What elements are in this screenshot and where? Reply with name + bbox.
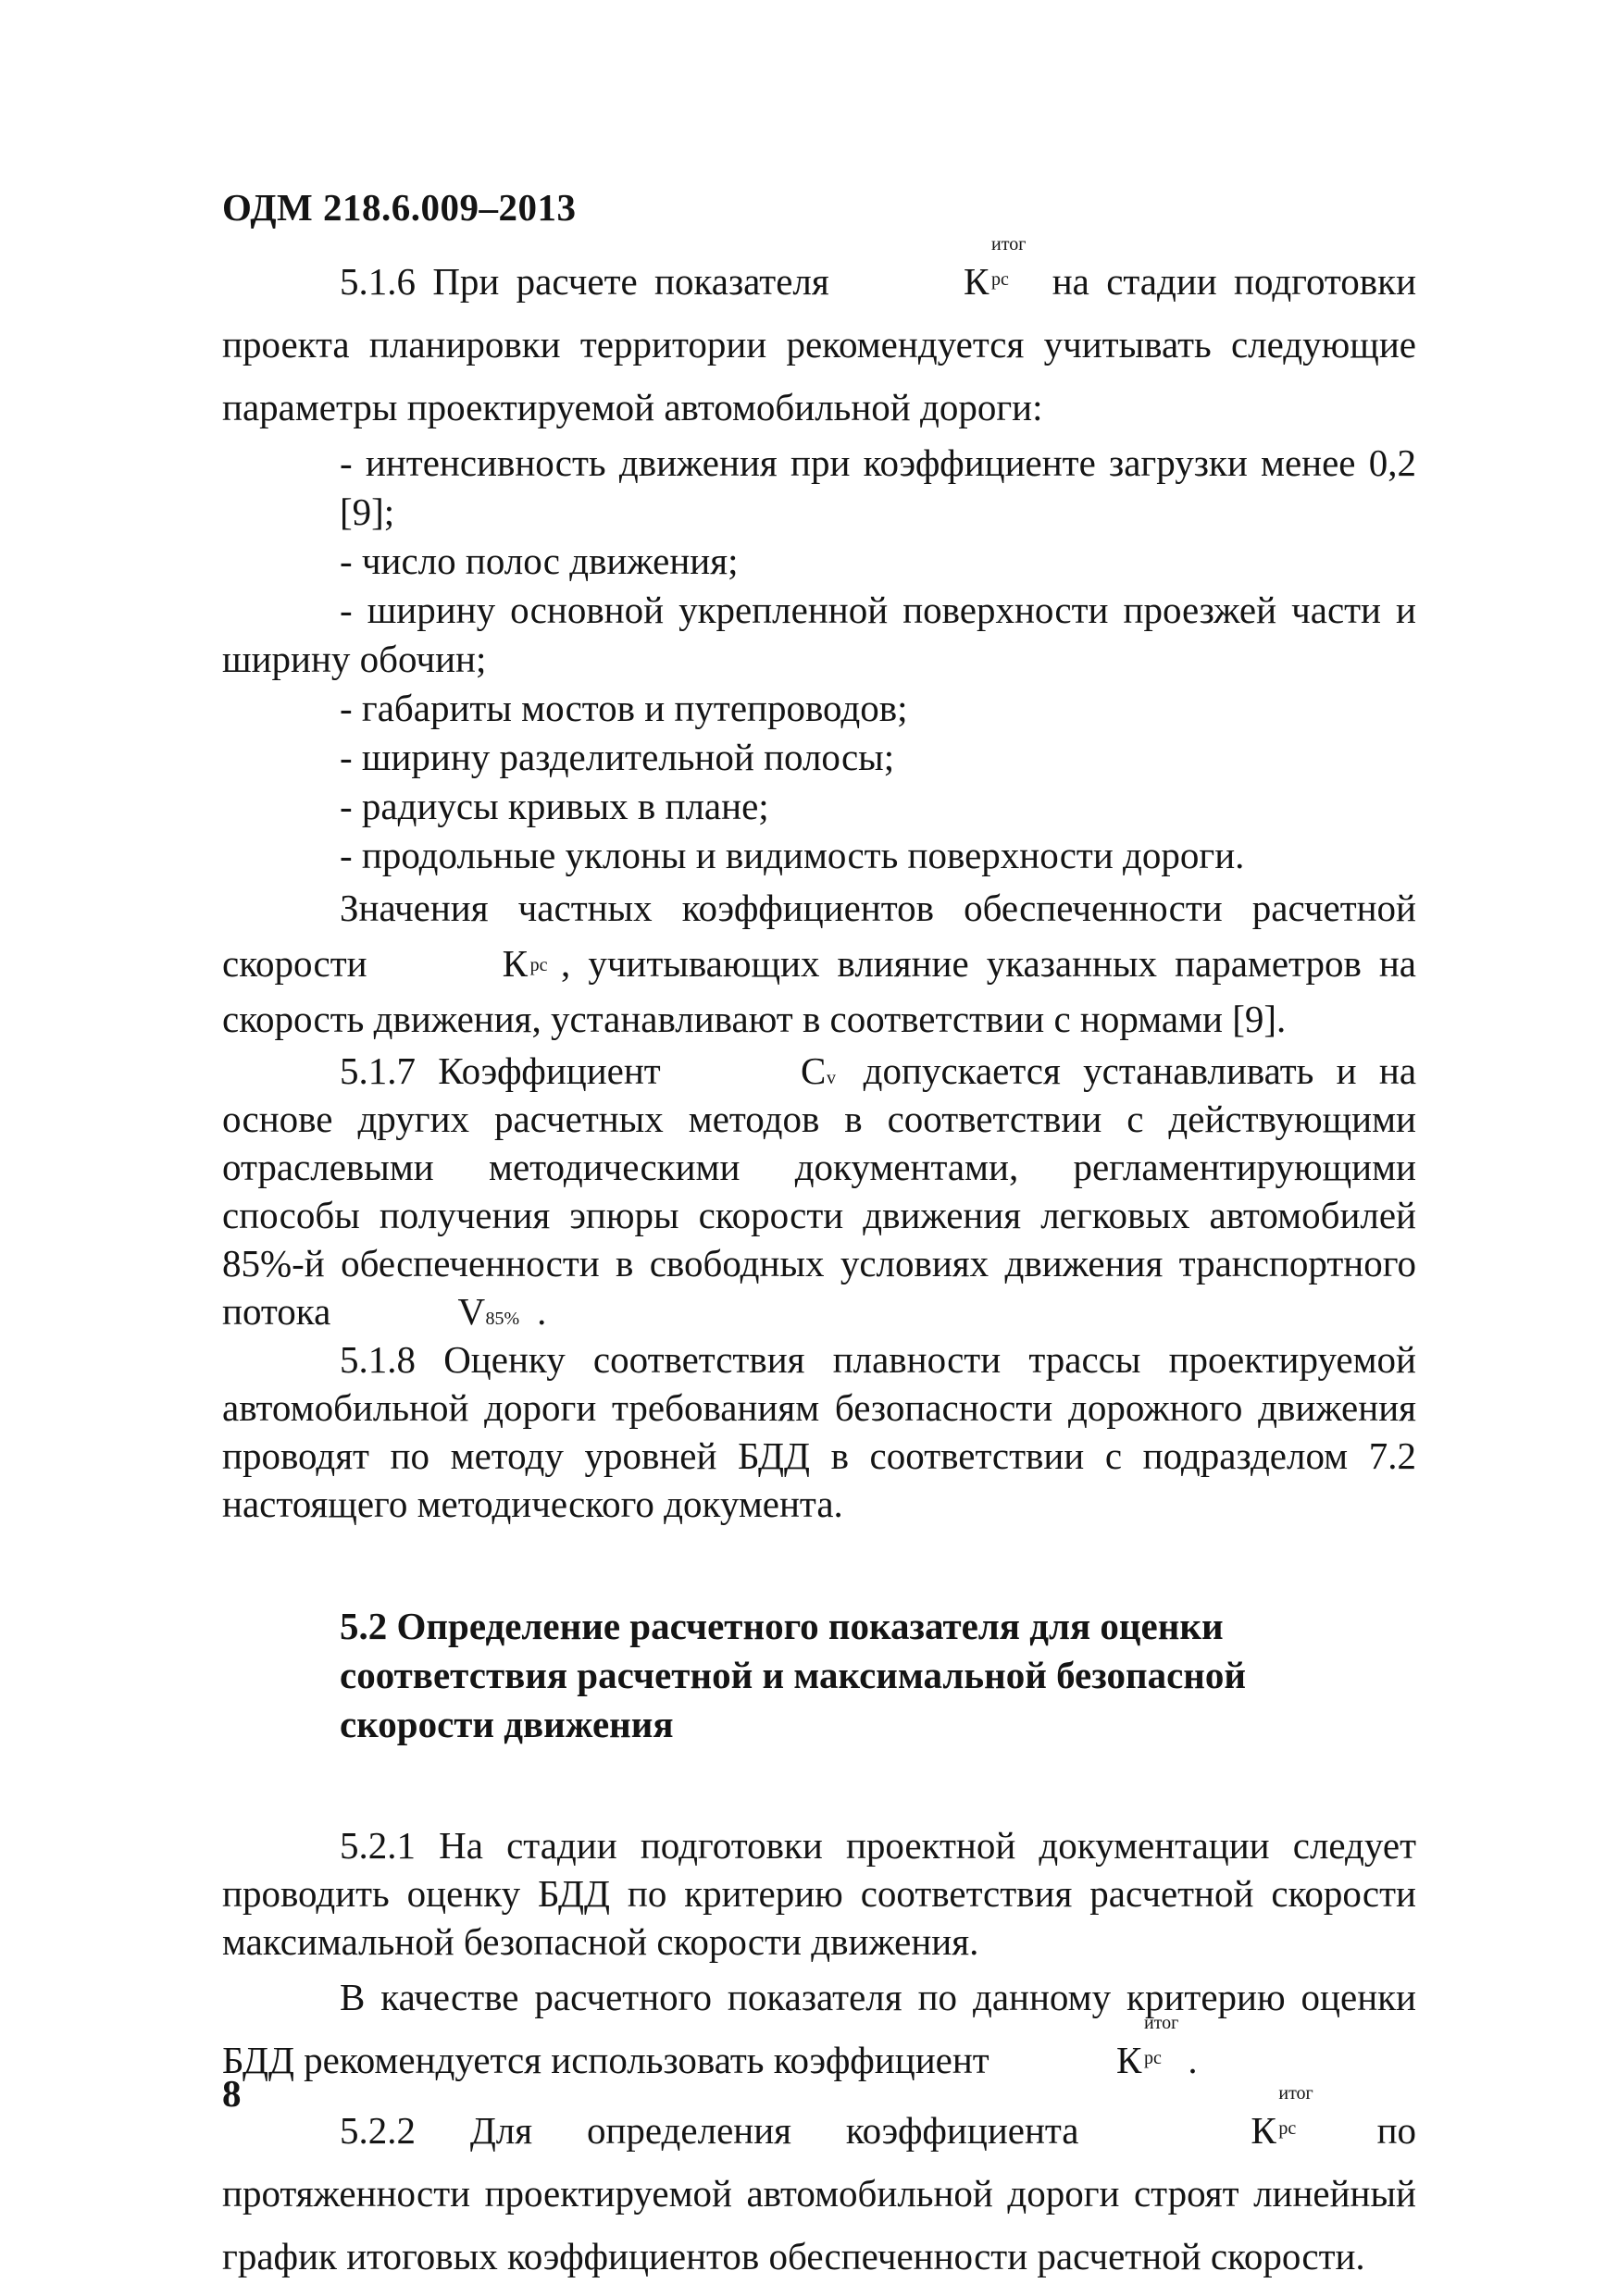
paragraph-text: , учитывающих влияние указанных параметров на скорость движения, устанавливают в соответствии с нормами [9]. — [222, 942, 1417, 1040]
page-body — [222, 234, 1417, 2288]
list-item: - ширину разделительной полосы; — [340, 736, 895, 778]
paragraph-5-2-2 — [222, 2083, 1417, 2288]
k-total-symbol: К итог рс — [1115, 2013, 1179, 2081]
paragraph-5-1-6 — [222, 234, 1417, 439]
list-item: - интенсивность движения при коэффициенте загрузки менее 0,2 [9]; — [340, 441, 1416, 533]
list-item: - радиусы кривых в плане; — [340, 785, 769, 827]
paragraph-text: в свободных условиях движения транспортного потока — [222, 1242, 1416, 1333]
list-item: - число полос движения; — [340, 540, 739, 582]
paragraph-5-1-7: 5.1.7 Коэффициент C v допускается устанавливать и на основе других расчетных методов в соответствии с действующими отраслевыми методическими документами, регламентирующими способы получения эпюры скорости движения легковых автомобилей 85%-й обеспеченности в свободных условиях движения транспортного потока V 85% . — [222, 1047, 1416, 1335]
heading-line: скорости движения — [340, 1703, 674, 1745]
paragraph-text: БДД рекомендуется использовать коэффициент — [222, 2039, 989, 2081]
paragraph-text: на стадии подготовки проекта планировки территории рекомендуется учитывать следующие параметры проектируемой автомобильной дороги: — [222, 260, 1417, 428]
parameter-list — [222, 439, 1416, 880]
document-code-header: ОДМ 218.6.009–2013 — [222, 186, 577, 229]
list-item: - габариты мостов и путепроводов; — [340, 687, 908, 729]
v-85-symbol: V 85% — [457, 1290, 520, 1333]
paragraph-indicator: В качестве расчетного показателя по данному критерию оценки БДД рекомендуется использовать коэффициент К итог рс . — [222, 1966, 1416, 2091]
paragraph-text: Значения частных коэффициентов обеспеченности расчетной — [340, 887, 1416, 929]
k-total-symbol: К итог рс — [964, 234, 1027, 303]
k-rs-symbol: К рс — [502, 942, 548, 985]
heading-line: соответствия расчетной и максимальной безопасной — [340, 1654, 1247, 1696]
heading-line: 5.2 Определение расчетного показателя для оценки — [340, 1605, 1224, 1647]
paragraph-text: допускается устанавливать и на основе других расчетных методов в соответствии с действующими отраслевыми методическими документами, регламентирующими способы получения эпюры скорости движения легковых автомобилей 85%-й обеспеченности — [222, 1049, 1417, 1285]
list-item: - ширину основной укрепленной поверхности проезжей части и ширину обочин; — [222, 589, 1416, 680]
section-heading-5-2 — [340, 1602, 1416, 1749]
paragraph-text: по протяженности проектируемой автомобильной дороги строят линейный график итоговых коэффициентов обеспеченности расчетной скорости. — [222, 2109, 1417, 2277]
paragraph-text: 5.2.2 Для определения коэффициента — [340, 2109, 1079, 2152]
list-item: - продольные уклоны и видимость поверхности дороги. — [340, 834, 1245, 876]
paragraph-5-2-1: 5.2.1 На стадии подготовки проектной документации следует проводить оценку БДД по критерию соответствия расчетной скорости максимальной безопасной скорости движения. — [222, 1824, 1416, 1963]
k-total-symbol: К итог рс — [1251, 2083, 1313, 2152]
c-v-symbol: C v — [801, 1049, 837, 1092]
paragraph-values — [222, 880, 1416, 1047]
page-number: 8 — [222, 2072, 242, 2115]
paragraph-text: 5.1.7 Коэффициент — [340, 1049, 661, 1092]
paragraph-text: В качестве расчетного показателя по данному критерию оценки — [340, 1976, 1416, 2018]
paragraph-text: 5.1.6 При расчете показателя — [340, 260, 829, 303]
paragraph-text: скорости — [222, 942, 367, 985]
paragraph-5-1-8: 5.1.8 Оценку соответствия плавности трассы проектируемой автомобильной дороги требованиям безопасности дорожного движения проводят по методу уровней БДД в соответствии с подразделом 7.2 настоящего методического документа. — [222, 1338, 1416, 1525]
